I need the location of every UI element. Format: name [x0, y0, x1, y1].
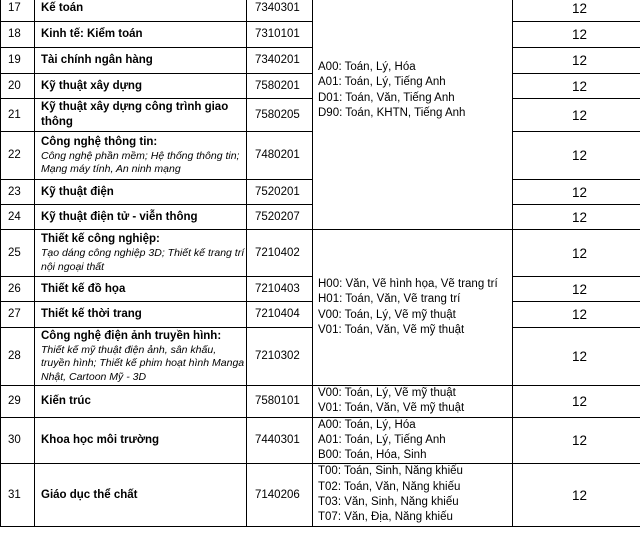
table-row	[1, 386, 640, 418]
enrollment-target: 12	[513, 132, 640, 180]
subject-combination: V01: Toán, Văn, Vẽ mỹ thuật	[318, 402, 465, 415]
table-row	[1, 230, 640, 277]
enrollment-target: 12	[513, 99, 640, 132]
row-number: 20	[1, 74, 35, 99]
major-code: 7440301	[247, 417, 313, 464]
major-name-cell	[35, 417, 247, 464]
major-name: Giáo dục thể chất	[41, 488, 138, 501]
subject-combination: B00: Toán, Hóa, Sinh	[318, 449, 427, 462]
subject-combinations	[313, 386, 513, 418]
enrollment-target: 12	[513, 302, 640, 328]
major-code: 7520207	[247, 205, 313, 230]
major-code: 7140206	[247, 464, 313, 526]
major-name: Kỹ thuật xây dựng công trình giao thông	[41, 101, 229, 128]
major-name: Thiết kế thời trang	[41, 308, 142, 320]
table-row	[1, 417, 640, 464]
major-name-cell	[35, 132, 247, 180]
row-number: 27	[1, 302, 35, 328]
row-number: 29	[1, 386, 35, 418]
subject-combinations	[313, 0, 513, 230]
major-name: Kỹ thuật điện tử - viễn thông	[41, 210, 198, 223]
major-name: Thiết kế công nghiệp:	[41, 233, 160, 245]
subject-combination: D90: Toán, KHTN, Tiếng Anh	[318, 106, 466, 119]
major-code: 7520201	[247, 180, 313, 205]
major-code: 7580101	[247, 386, 313, 418]
major-name-cell	[35, 302, 247, 328]
major-name-cell	[35, 22, 247, 48]
subject-combination: H00: Văn, Vẽ hình họa, Vẽ trang trí	[318, 277, 498, 290]
row-number: 17	[1, 0, 35, 22]
major-name-cell	[35, 99, 247, 132]
enrollment-target: 12	[513, 180, 640, 205]
subject-combination: T02: Toán, Văn, Năng khiếu	[318, 480, 461, 493]
major-name-cell	[35, 205, 247, 230]
row-number: 26	[1, 277, 35, 302]
row-number: 24	[1, 205, 35, 230]
major-name: Kinh tế: Kiểm toán	[41, 28, 143, 40]
major-name-cell	[35, 0, 247, 22]
subject-combination: V00: Toán, Lý, Vẽ mỹ thuật	[318, 387, 456, 399]
major-name-cell	[35, 180, 247, 205]
row-number: 21	[1, 99, 35, 132]
major-specializations: Công nghệ phần mềm; Hệ thống thông tin; Mạng máy tính, An ninh mạng	[41, 149, 240, 175]
major-name: Công nghệ thông tin:	[41, 135, 158, 148]
enrollment-target: 12	[513, 328, 640, 386]
subject-combinations	[313, 230, 513, 386]
major-name-cell	[35, 464, 247, 526]
major-specializations: Thiết kế mỹ thuật điện ảnh, sân khấu, truyền hình; Thiết kế phim hoạt hình Manga Nhật, Cartoon Mỹ - 3D	[41, 343, 245, 383]
row-number: 23	[1, 180, 35, 205]
enrollment-target: 12	[513, 0, 640, 22]
subject-combination: H01: Toán, Văn, Vẽ trang trí	[318, 293, 461, 306]
major-name: Kỹ thuật điện	[41, 185, 114, 198]
major-name-cell	[35, 230, 247, 277]
row-number: 19	[1, 48, 35, 74]
major-code: 7210403	[247, 277, 313, 302]
enrollment-target: 12	[513, 386, 640, 418]
enrollment-target: 12	[513, 464, 640, 526]
major-name: Thiết kế đồ họa	[41, 282, 126, 295]
subject-combination: A01: Toán, Lý, Tiếng Anh	[318, 76, 446, 89]
subject-combinations	[313, 417, 513, 464]
major-code: 7580201	[247, 74, 313, 99]
major-name-cell	[35, 386, 247, 418]
row-number: 31	[1, 464, 35, 526]
enrollment-target: 12	[513, 205, 640, 230]
major-specializations: Tạo dáng công nghiệp 3D; Thiết kế trang trí nội ngoại thất	[41, 247, 245, 273]
major-name: Kiến trúc	[41, 394, 91, 407]
table-row	[1, 0, 640, 22]
major-name: Khoa học môi trường	[41, 434, 160, 447]
row-number: 25	[1, 230, 35, 277]
enrollment-target: 12	[513, 277, 640, 302]
enrollment-target: 12	[513, 417, 640, 464]
major-name: Kế toán	[41, 2, 84, 14]
subject-combination: T07: Văn, Địa, Năng khiếu	[318, 511, 453, 524]
enrollment-target: 12	[513, 230, 640, 277]
subject-combination: A01: Toán, Lý, Tiếng Anh	[318, 433, 446, 446]
subject-combination: V01: Toán, Văn, Vẽ mỹ thuật	[318, 323, 465, 336]
major-code: 7210404	[247, 302, 313, 328]
enrollment-target: 12	[513, 48, 640, 74]
subject-combination: T00: Toán, Sinh, Năng khiếu	[318, 465, 463, 478]
major-code: 7210402	[247, 230, 313, 277]
row-number: 28	[1, 328, 35, 386]
major-code: 7340301	[247, 0, 313, 22]
major-name-cell	[35, 328, 247, 386]
major-name: Tài chính ngân hàng	[41, 54, 153, 66]
subject-combination: A00: Toán, Lý, Hóa	[318, 418, 416, 431]
row-number: 30	[1, 417, 35, 464]
enrollment-target: 12	[513, 74, 640, 99]
major-name-cell	[35, 277, 247, 302]
row-number: 18	[1, 22, 35, 48]
major-code: 7480201	[247, 132, 313, 180]
row-number: 22	[1, 132, 35, 180]
major-name: Công nghệ điện ảnh truyền hình:	[41, 329, 222, 342]
subject-combination: V00: Toán, Lý, Vẽ mỹ thuật	[318, 308, 456, 321]
major-name-cell	[35, 74, 247, 99]
major-code: 7340201	[247, 48, 313, 74]
major-code: 7210302	[247, 328, 313, 386]
major-name: Kỹ thuật xây dựng	[41, 79, 142, 92]
table-row	[1, 464, 640, 526]
subject-combinations	[313, 464, 513, 526]
subject-combination: T03: Văn, Sinh, Năng khiếu	[318, 496, 459, 509]
major-code: 7310101	[247, 22, 313, 48]
major-code: 7580205	[247, 99, 313, 132]
subject-combination: D01: Toán, Văn, Tiếng Anh	[318, 91, 455, 104]
major-name-cell	[35, 48, 247, 74]
enrollment-target: 12	[513, 22, 640, 48]
subject-combination: A00: Toán, Lý, Hóa	[318, 61, 416, 73]
